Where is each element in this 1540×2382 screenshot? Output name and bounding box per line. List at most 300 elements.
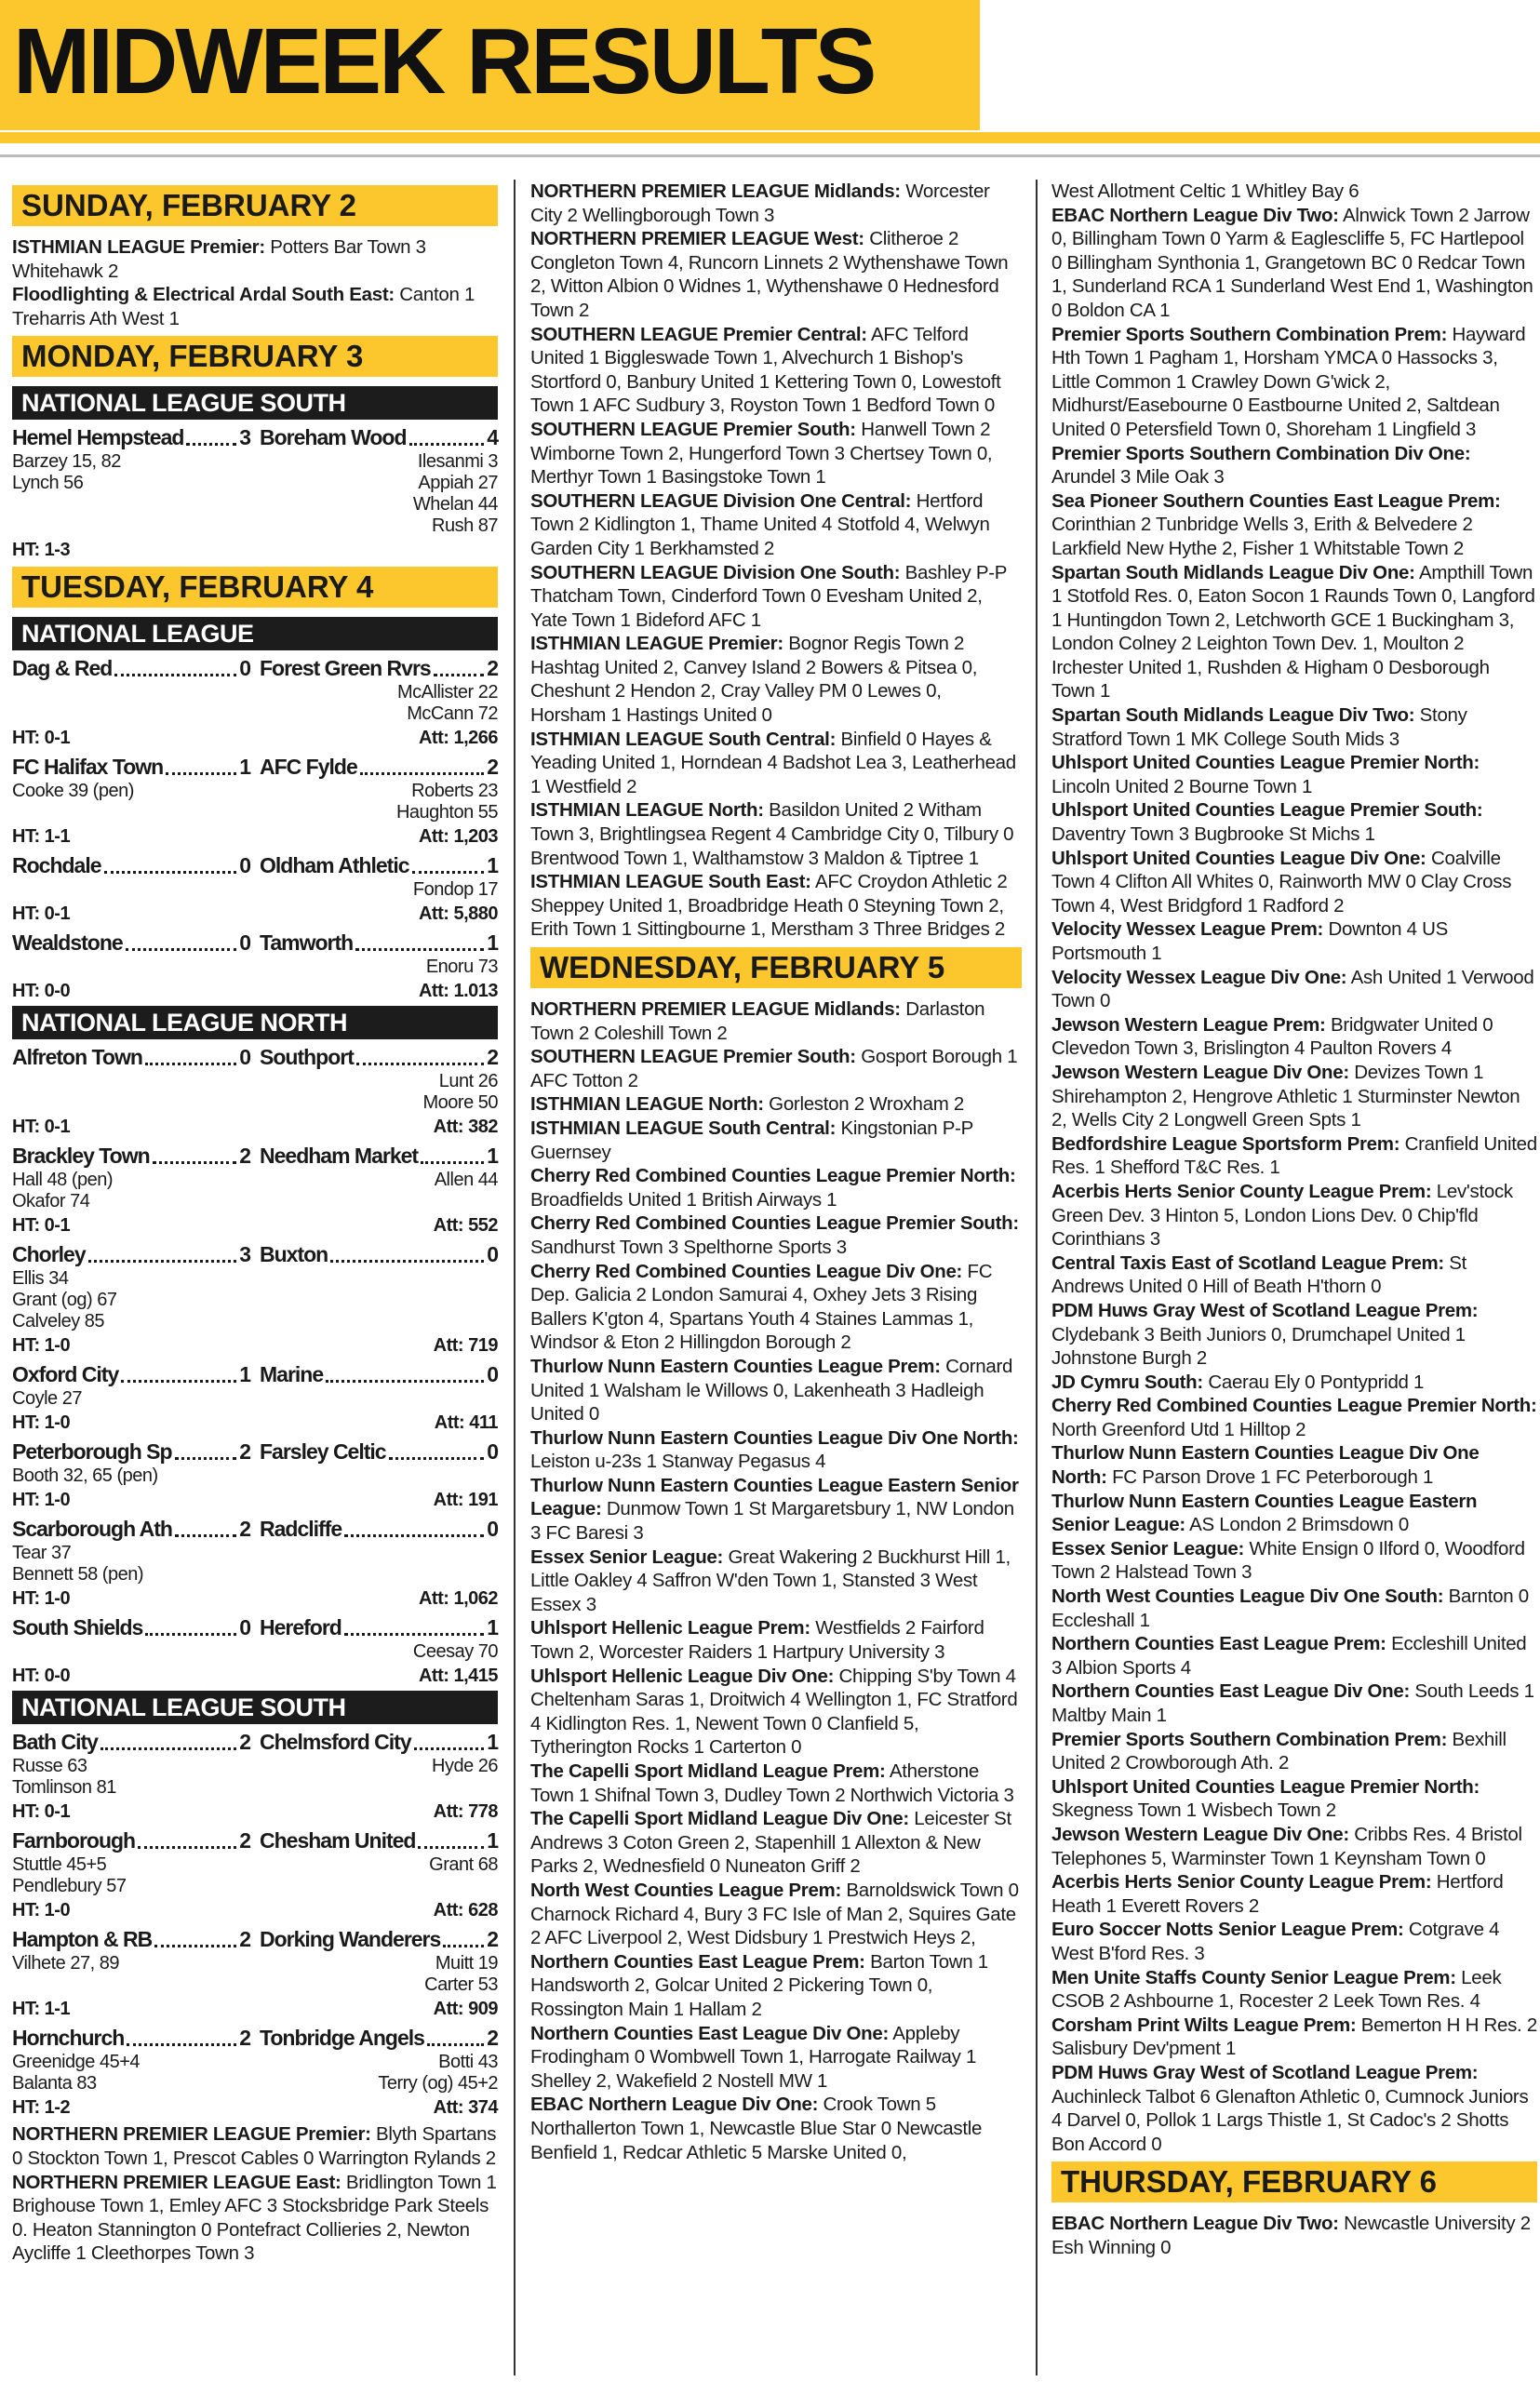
league-name: SOUTHERN LEAGUE Premier Central: [530,323,867,345]
home-team: Bath City [12,1730,98,1755]
results-text: Chipping S'by Town 4 Cheltenham Saras 1, Droitwich 4 Wellington 1, FC Stratford 4 Kidlington Res. 1, Newent Town 0 Clanfield 5, Tytherington Rocks 1 Carterton 0 [530,1665,1018,1759]
column-2 [530,180,1022,2164]
home-scorers [12,879,255,901]
results-text: Hanwell Town 2 Wimborne Town 2, Hungerford Town 3 Chertsey Town 0, Merthyr Town 1 Basingstoke Town 1 [530,418,993,488]
league-results [530,632,1022,727]
league-name: Northern Counties East League Prem: [1051,1633,1386,1655]
away-scorers [255,1641,498,1663]
dot-leader [138,1846,236,1849]
results-text: AFC Telford United 1 Biggleswade Town 1, Alvechurch 1 Bishop's Stortford 0, Banbury United 1 Kettering Town 0, Lowestoft Town 1 AFC Sudbury 3, Royston Town 1 Bedford Town 0 [530,323,1001,417]
league-name: NORTHERN PREMIER LEAGUE Midlands: [530,998,901,1020]
home-score: 2 [239,2026,250,2051]
scorer: Tomlinson 81 [12,1777,116,1799]
scorer: Roberts 23 [411,781,498,802]
away-side [260,1438,498,1465]
day-header: SUNDAY, FEBRUARY 2 [12,185,498,226]
results-text: Worcester City 2 Wellingborough Town 3 [530,181,990,226]
match-footer [12,1665,498,1687]
score-line [12,753,498,781]
league-name: Uhlsport United Counties League Premier North: [1051,752,1480,774]
dot-leader [421,1161,484,1164]
away-team: Tonbridge Angels [260,2026,424,2051]
league-name: ISTHMIAN LEAGUE Premier: [530,633,783,655]
score-line [12,1613,498,1641]
scorer: Russe 63 [12,1756,87,1777]
league-name: EBAC Northern League Div One: [530,2094,819,2116]
scorer: McAllister 22 [397,682,498,703]
away-side [260,1360,498,1388]
results-text: Canton 1 Treharris Ath West 1 [12,284,475,329]
away-team: Needham Market [260,1144,419,1169]
results-text: Sandhurst Town 3 Spelthorne Sports 3 [530,1236,847,1258]
away-side [260,753,498,781]
league-name: Uhlsport United Counties League Premier South: [1051,799,1483,822]
away-team: Boreham Wood [260,425,407,450]
results-text: Atherstone Town 1 Shifnal Town 3, Dudley Town 2 Northwich Victoria 3 [530,1760,1014,1806]
score-line [12,929,498,957]
dot-leader [389,1457,485,1460]
score-line [12,851,498,879]
home-side [12,654,260,682]
home-team: Rochdale [12,853,101,878]
home-team: Wealdstone [12,930,123,956]
home-team: Hornchurch [12,2026,125,2051]
score-line [12,1827,498,1854]
league-results [530,997,1022,1045]
results-text: Kingstonian P-P Guernsey [530,1117,973,1163]
league-name: ISTHMIAN LEAGUE South Central: [530,728,837,750]
league-results [530,1950,1022,2022]
league-name: Northern Counties East League Div One: [1051,1680,1410,1703]
score-line [12,1925,498,1953]
away-score: 2 [487,656,498,681]
league-results [1051,917,1537,965]
scorer: Coyle 27 [12,1388,82,1410]
league-name: Northern Counties East League Prem: [530,1950,865,1973]
results-text: Newcastle University 2 Esh Winning 0 [1051,2213,1531,2258]
league-name: Bedfordshire League Sportsform Prem: [1051,1132,1400,1155]
scorer: Grant (og) 67 [12,1290,117,1311]
league-name: SOUTHERN LEAGUE Premier South: [530,1046,856,1068]
dot-leader [145,1633,236,1636]
attendance: Att: 719 [433,1335,498,1357]
league-name: Jewson Western League Prem: [1051,1013,1326,1036]
league-results [1051,2212,1537,2259]
dot-leader [175,1534,236,1537]
league-name: North West Counties League Div One South: [1051,1586,1444,1608]
match-result [12,929,498,1002]
attendance: Att: 1,203 [418,826,498,848]
away-scorers [255,1268,498,1332]
home-team: FC Halifax Town [12,755,164,780]
match-result [12,851,498,925]
league-name: Thurlow Nunn Eastern Counties League Prem: [530,1355,941,1377]
results-text: Ash United 1 Verwood Town 0 [1051,966,1534,1012]
away-score: 1 [487,930,498,956]
home-side [12,1613,260,1641]
home-scorers [12,682,255,725]
league-results [530,1117,1022,1164]
home-side [12,753,260,781]
league-results [1051,1490,1537,1537]
league-results [1051,1299,1537,1371]
results-text: Devizes Town 1 Shirehampton 2, Hengrove Athletic 1 Sturminster Newton 2, Wells City 2 Longwell Green Spts 1 [1051,1061,1520,1131]
away-scorers [255,2052,498,2094]
league-name: Uhlsport Hellenic League Prem: [530,1617,810,1639]
league-name: Sea Pioneer Southern Counties East League Prem: [1051,489,1501,512]
dot-leader [427,2043,484,2046]
scorer: Appiah 27 [418,473,498,494]
match-footer [12,1214,498,1237]
scorer: Enoru 73 [425,957,498,978]
scorer: Bennett 58 (pen) [12,1564,143,1586]
scorers [12,1543,498,1586]
scorer: McCann 72 [407,703,498,725]
league-name: PDM Huws Gray West of Scotland League Prem: [1051,2061,1479,2083]
home-score: 3 [239,425,250,450]
home-team: Farnborough [12,1828,136,1853]
away-team: Forest Green Rvrs [260,656,431,681]
results-text: Bexhill United 2 Crowborough Ath. 2 [1051,1728,1507,1774]
match-result [12,1142,498,1237]
league-name: Premier Sports Southern Combination Prem: [1051,1728,1448,1750]
scorer: Ceesay 70 [412,1641,498,1663]
scorer: Stuttle 45+5 [12,1854,107,1876]
dot-leader [175,1457,237,1460]
league-results [530,1092,1022,1117]
home-team: South Shields [12,1615,143,1640]
league-name: Central Taxis East of Scotland League Prem: [1051,1251,1444,1274]
league-name: North West Counties League Prem: [530,1879,842,1901]
away-scorers [255,1170,498,1212]
league-name: Corsham Print Wilts League Prem: [1051,2014,1357,2036]
results-text: Cotgrave 4 West B'ford Res. 3 [1051,1919,1500,1964]
home-team: Chorley [12,1242,86,1267]
column-divider [514,180,516,2375]
scorer: Terry (og) 45+2 [378,2073,498,2094]
league-results [1051,1371,1537,1395]
half-time-score: HT: 1-1 [12,826,71,848]
attendance: Att: 778 [433,1801,498,1823]
league-name: Spartan South Midlands League Div Two: [1051,704,1415,727]
half-time-score: HT: 1-0 [12,1412,71,1434]
results-text: St Andrews United 0 Hill of Beath H'thorn 0 [1051,1251,1467,1298]
league-results [1051,798,1537,846]
league-name: ISTHMIAN LEAGUE North: [530,1093,764,1116]
scorer: Barzey 15, 82 [12,451,121,473]
results-text: West Allotment Celtic 1 Whitley Bay 6 [1051,181,1359,202]
results-text: AFC Croydon Athletic 2 Sheppey United 1, Broadbridge Heath 0 Steyning Town 2, Erith Town 1 Sittingbourne 1, Merstham 3 Three Bridges 2 [530,871,1008,941]
league-results [530,561,1022,633]
results-text: Bridlington Town 1 Brighouse Town 1, Emley AFC 3 Stocksbridge Park Steels 0. Heaton Stannington 0 Pontefract Collieries 2, Newton Aycliffe 1 Cleethorpes Town 3 [12,2171,497,2265]
dot-leader [414,1747,485,1750]
half-time-score: HT: 0-1 [12,1117,71,1138]
league-name: Floodlighting & Electrical Ardal South East: [12,284,395,306]
results-text: Coalville Town 4 Clifton All Whites 0, Rainworth MW 0 Clay Cross Town 4, West Bridgford 1 Radford 2 [1051,847,1512,917]
scorer: Rush 87 [432,515,498,537]
half-time-score: HT: 0-0 [12,981,71,1002]
away-scorers [255,682,498,725]
attendance: Att: 374 [433,2097,498,2119]
home-scorers [12,2052,255,2094]
league-name: Cherry Red Combined Counties League Premier North: [1051,1395,1537,1417]
home-scorers [12,1170,255,1212]
dot-leader [409,443,485,446]
results-text: Bridgwater United 0 Clevedon Town 3, Brislington 4 Paulton Rovers 4 [1051,1013,1493,1060]
home-score: 0 [239,853,250,878]
league-name: NORTHERN PREMIER LEAGUE East: [12,2171,341,2193]
match-footer [12,1489,498,1511]
league-results [530,1211,1022,1259]
league-name: Essex Senior League: [1051,1537,1245,1559]
league-name: EBAC Northern League Div Two: [1051,204,1339,226]
away-scorers [255,1465,498,1487]
score-line [12,1438,498,1465]
league-results [1051,966,1537,1013]
results-text: Eccleshill United 3 Albion Sports 4 [1051,1633,1527,1679]
away-score: 1 [487,1144,498,1169]
match-result [12,1728,498,1823]
half-time-score: HT: 1-0 [12,1490,71,1511]
league-results [1051,1061,1537,1132]
results-text: Alnwick Town 2 Jarrow 0, Billingham Town 0 Yarm & Eaglescliffe 5, FC Hartlepool 0 Billingham Synthonia 1, Grangetown BC 0 Redcar Town 1, Sunderland RCA 1 Sunderland West End 1, Washington 0 Boldon CA 1 [1051,204,1533,321]
attendance: Att: 1,415 [418,1666,498,1687]
dot-leader [166,772,236,775]
results-text: Skegness Town 1 Wisbech Town 2 [1051,1800,1336,1822]
league-name: The Capelli Sport Midland League Div One: [530,1808,909,1830]
scorers [12,2052,498,2094]
league-name: Men Unite Staffs County Senior League Prem: [1051,1966,1456,1988]
scorers [12,1388,498,1410]
scorer: Carter 53 [424,1974,498,1996]
scorer: Vilhete 27, 89 [12,1953,119,1974]
away-score: 2 [487,755,498,780]
results-text: Darlaston Town 2 Coleshill Town 2 [530,998,985,1044]
half-time-score: HT: 0-1 [12,728,71,749]
dot-leader [443,1945,484,1947]
league-results [530,798,1022,870]
league-results [1051,2061,1537,2156]
league-results [530,1260,1022,1355]
away-scorers [255,1388,498,1410]
home-side [12,1925,260,1953]
away-team: Tamworth [260,930,354,956]
home-side [12,1827,260,1854]
away-score: 0 [487,1242,498,1267]
home-side [12,851,260,879]
scorer: Hall 48 (pen) [12,1170,114,1191]
results-text: Great Wakering 2 Buckhurst Hill 1, Little Oakley 4 Saffron W'den Town 1, Stansted 3 West Essex 3 [530,1546,1011,1615]
league-name: Jewson Western League Div One: [1051,1823,1349,1845]
league-results [530,728,1022,799]
match-result [12,1827,498,1921]
away-side [260,1515,498,1543]
league-name: Thurlow Nunn Eastern Counties League Div One North: [530,1426,1019,1449]
league-name: Northern Counties East League Div One: [530,2022,889,2044]
score-line [12,1515,498,1543]
league-results [530,323,1022,418]
away-team: Farsley Celtic [260,1439,386,1465]
away-team: Hereford [260,1615,341,1640]
home-side [12,2024,260,2052]
dot-leader [153,1161,237,1164]
away-score: 2 [487,1045,498,1070]
attendance: Att: 191 [433,1490,498,1511]
results-text: Gosport Borough 1 AFC Totton 2 [530,1046,1018,1091]
dot-leader [344,1534,484,1537]
league-name: PDM Huws Gray West of Scotland League Prem: [1051,1299,1479,1321]
home-score: 0 [239,930,250,956]
league-results [1051,1132,1537,1180]
attendance: Att: 411 [434,1412,498,1434]
league-results [1051,1966,1537,2014]
home-scorers [12,1543,255,1586]
dot-leader [114,674,236,676]
league-name: Thurlow Nunn Eastern Counties League Eastern Senior League: [1051,1490,1478,1536]
half-time-score: HT: 1-3 [12,540,71,561]
half-time-score: HT: 0-0 [12,1666,71,1687]
away-team: Buxton [260,1242,328,1267]
match-result [12,2024,498,2119]
league-results [1051,1823,1537,1870]
results-text: Potters Bar Town 3 Whitehawk 2 [12,236,426,282]
match-footer [12,1334,498,1357]
scorer: Greenidge 45+4 [12,2052,141,2073]
match-footer [12,1899,498,1921]
league-results [1051,703,1537,751]
home-side [12,1240,260,1268]
league-results [1051,847,1537,918]
home-scorers [12,1388,255,1410]
away-team: Marine [260,1362,324,1387]
day-header: TUESDAY, FEBRUARY 4 [12,567,498,608]
away-score: 2 [487,1927,498,1952]
league-name: Uhlsport United Counties League Premier North: [1051,1775,1480,1798]
half-time-score: HT: 0-1 [12,1215,71,1237]
league-header: NATIONAL LEAGUE SOUTH [12,386,498,420]
home-side [12,1043,260,1071]
away-side [260,2024,498,2052]
home-score: 2 [239,1439,250,1465]
results-text: Caerau Ely 0 Pontypridd 1 [1202,1371,1425,1393]
home-score: 2 [239,1517,250,1542]
league-results [530,1045,1022,1092]
league-results [530,1616,1022,1664]
scorer: Lynch 56 [12,473,84,494]
scorer: Muitt 19 [435,1953,498,1974]
league-name: Thurlow Nunn Eastern Counties League Eastern Senior League: [530,1474,1019,1520]
attendance: Att: 628 [433,1900,498,1921]
league-results [530,870,1022,942]
home-team: Hemel Hempstead [12,425,184,450]
league-name: Velocity Wessex League Prem: [1051,918,1324,941]
scorer: Grant 68 [429,1854,498,1876]
league-results [530,1164,1022,1211]
league-results [1051,2014,1537,2061]
home-score: 2 [239,1828,250,1853]
league-results [530,2093,1022,2164]
away-score: 1 [487,853,498,878]
league-results [530,1807,1022,1879]
results-text: North Greenford Utd 1 Hilltop 2 [1051,1418,1306,1440]
away-side [260,851,498,879]
away-side [260,1728,498,1756]
dot-leader [145,1063,236,1065]
match-result [12,1613,498,1687]
league-results [1051,1585,1537,1632]
league-name: SOUTHERN LEAGUE Division One Central: [530,489,912,512]
scorer: Booth 32, 65 (pen) [12,1465,158,1487]
scorers [12,957,498,978]
match-result [12,1360,498,1434]
away-score: 0 [487,1362,498,1387]
column-1 [12,180,498,2266]
away-scorers [255,1953,498,1996]
away-side [260,1142,498,1170]
home-side [12,1438,260,1465]
home-scorers [12,1953,255,1996]
league-name: Cherry Red Combined Counties League Div One: [530,1260,963,1282]
home-score: 2 [239,1144,250,1169]
dot-leader [121,1380,236,1383]
league-results [530,1760,1022,1807]
scorers [12,879,498,901]
score-line [12,423,498,451]
results-text: Hertford Town 2 Kidlington 1, Thame United 4 Stotfold 4, Welwyn Garden City 1 Berkhamsted 2 [530,489,990,559]
league-name: Jewson Western League Div One: [1051,1061,1349,1083]
dot-leader [154,1945,236,1947]
results-text: Bashley P-P Thatcham Town, Cinderford Town 0 Evesham United 2, Yate Town 1 Bideford AFC 1 [530,561,1007,631]
league-name: NORTHERN PREMIER LEAGUE West: [530,228,864,250]
away-scorers [255,781,498,823]
league-name: Velocity Wessex League Div One: [1051,966,1347,988]
results-text: Barnoldswick Town 0 Charnock Richard 4, Bury 3 FC Isle of Man 2, Squires Gate 2 AFC Liverpool 2, West Didsbury 1 Prestwich Heys 2, [530,1879,1019,1949]
home-scorers [12,781,255,823]
league-name: Thurlow Nunn Eastern Counties League Div One North: [1051,1442,1480,1489]
half-time-score: HT: 1-0 [12,1335,71,1357]
league-name: Cherry Red Combined Counties League Premier North: [530,1165,1016,1187]
half-time-score: HT: 0-1 [12,903,71,925]
league-name: The Capelli Sport Midland League Prem: [530,1760,886,1782]
away-team: Dorking Wanderers [260,1927,441,1952]
score-line [12,1360,498,1388]
results-text: Ampthill Town 1 Stotfold Res. 0, Eaton Socon 1 Raunds Town 0, Langford 1 Huntingdon Town 2, Letchworth GCE 1 Buckingham 3, London Colney 2 Leighton Town Dev. 1, Moulton 2 Irchester United 1, Rushden & Higham 0 Desborough Town 1 [1051,561,1535,703]
dot-leader [186,443,236,446]
away-team: Oldham Athletic [260,853,409,878]
results-text: Downton 4 US Portsmouth 1 [1051,918,1449,964]
league-header: NATIONAL LEAGUE SOUTH [12,1691,498,1724]
match-footer [12,727,498,749]
away-team: AFC Fylde [260,755,357,780]
results-text: AS London 2 Brimsdown 0 [1185,1514,1409,1536]
match-result [12,423,498,561]
league-results [1051,204,1537,323]
match-footer [12,1412,498,1434]
scorers [12,1854,498,1897]
match-footer [12,825,498,848]
league-name: Premier Sports Southern Combination Div One: [1051,442,1471,464]
home-scorers [12,1071,255,1114]
score-line [12,1240,498,1268]
home-team: Dag & Red [12,656,113,681]
home-side [12,929,260,957]
league-results [1051,323,1537,442]
half-time-score: HT: 0-1 [12,1801,71,1823]
dot-leader [412,871,485,874]
results-text: Arundel 3 Mile Oak 3 [1051,466,1225,488]
league-results [530,227,1022,322]
results-text: Leiston u-23s 1 Stanway Pegasus 4 [530,1451,826,1473]
